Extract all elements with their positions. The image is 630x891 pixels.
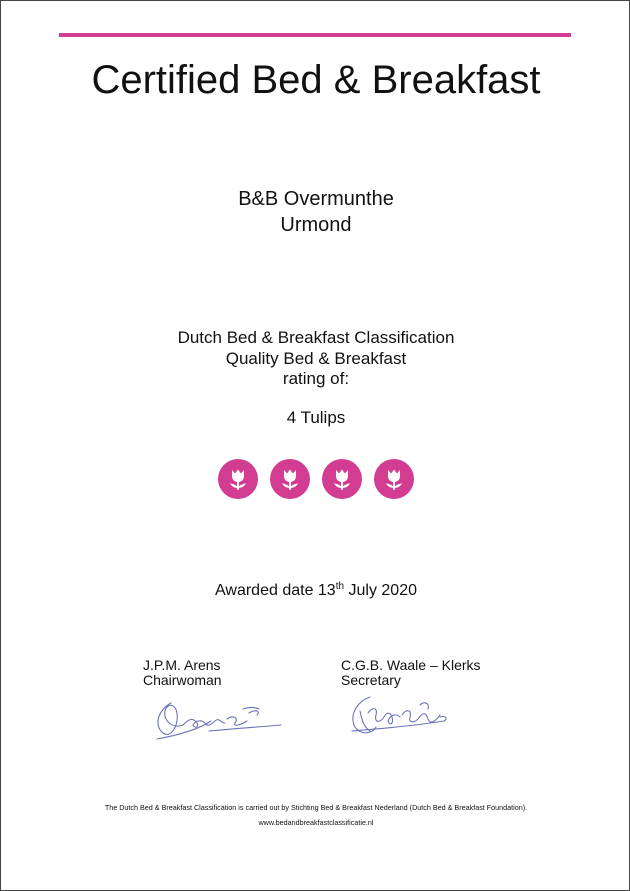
tulip-icon [322, 459, 362, 499]
signatory-1-name: J.P.M. Arens [143, 657, 221, 673]
tulip-rating-row [1, 459, 630, 499]
bnb-name: B&B Overmunthe [238, 188, 394, 210]
tulip-icon [374, 459, 414, 499]
top-accent-rule [59, 33, 571, 37]
awarded-date-rest: July 2020 [344, 582, 417, 599]
signatory-1 [143, 658, 222, 688]
awarded-date-prefix: Awarded date 13 [215, 582, 336, 599]
classification-line-3: rating of: [282, 369, 350, 388]
footer-note: The Dutch Bed & Breakfast Classification is carried out by Stichting Bed & Breakfast Nederland (Dutch Bed & Breakfast Foundation). [104, 803, 528, 812]
classification-line-1: Dutch Bed & Breakfast Classification [177, 328, 455, 347]
awarded-date-ordinal: th [335, 581, 345, 592]
classification-line-2: Quality Bed & Breakfast [225, 349, 407, 368]
signatory-2-role: Secretary [341, 672, 401, 688]
tulip-icon [218, 459, 258, 499]
tulip-icon [270, 459, 310, 499]
signature-1-image [149, 695, 289, 743]
signatory-1-role: Chairwoman [143, 672, 222, 688]
footer-website: www.bedandbreakfastclassificatie.nl [258, 818, 374, 827]
signatory-2 [341, 658, 481, 688]
rating-text: 4 Tulips [286, 408, 346, 427]
bnb-location: Urmond [280, 214, 352, 236]
signatory-2-name: C.G.B. Waale – Klerks [341, 657, 481, 673]
awarded-date [1, 581, 630, 601]
signature-2-image [346, 691, 451, 741]
certificate-title: Certified Bed & Breakfast [91, 58, 541, 102]
